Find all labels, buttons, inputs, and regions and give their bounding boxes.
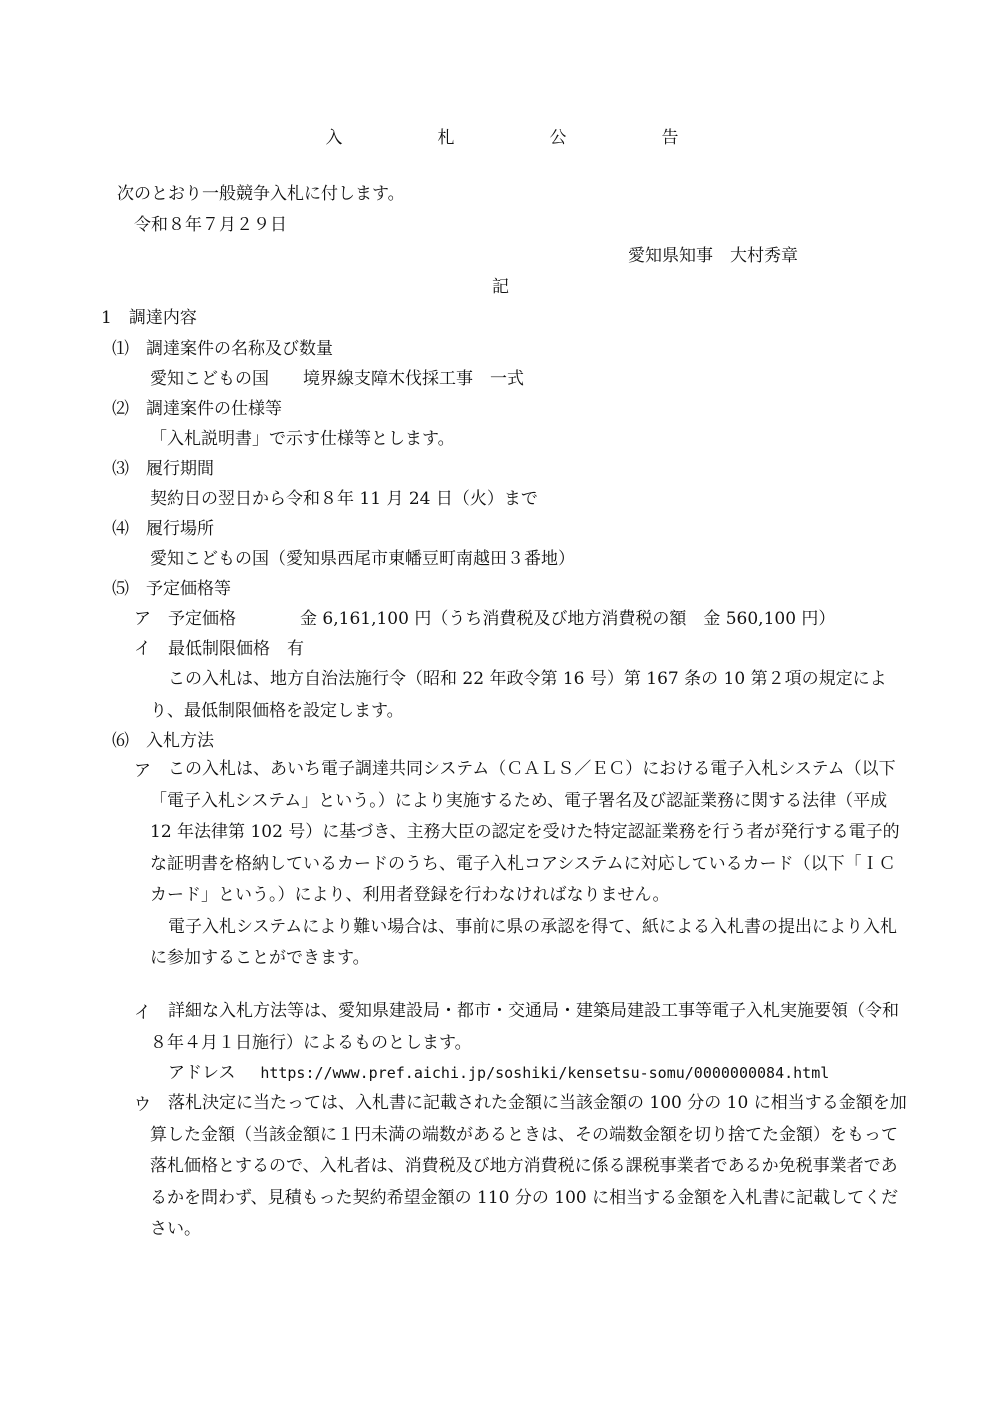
min-price-label: イ 最低制限価格 有	[134, 639, 304, 659]
address-label: アドレス	[168, 1063, 236, 1083]
item-4-body: 愛知こどもの国（愛知県西尾市東幡豆町南越田３番地）	[150, 549, 575, 569]
signer-name: 愛知県知事 大村秀章	[628, 246, 798, 266]
item-3-body: 契約日の翌日から令和８年 11 月 24 日（火）まで	[150, 489, 538, 509]
ki-heading: 記	[492, 277, 509, 297]
item-6-heading: ⑹ 入札方法	[112, 731, 214, 751]
item-2-heading: ⑵ 調達案件の仕様等	[112, 399, 282, 419]
title-char: 札	[437, 128, 455, 148]
method-i-text: 詳細な入札方法等は、愛知県建設局・都市・交通局・建築局建設工事等電子入札実施要領（令和８年４月１日施行）によるものとします。	[150, 1001, 899, 1053]
price-label: ア 予定価格	[134, 609, 236, 629]
notice-date: 令和８年７月２９日	[134, 215, 287, 235]
title-char: 告	[661, 128, 679, 148]
address-url[interactable]: https://www.pref.aichi.jp/soshiki/kensetsu-somu/0000000084.html	[260, 1064, 830, 1082]
price-value: 金 6,161,100 円（うち消費税及び地方消費税の額 金 560,100 円）	[300, 609, 836, 629]
item-5-heading: ⑸ 予定価格等	[112, 579, 231, 599]
method-u-mark: ウ	[134, 1095, 151, 1115]
item-1-heading: ⑴ 調達案件の名称及び数量	[112, 339, 333, 359]
item-3-heading: ⑶ 履行期間	[112, 459, 214, 479]
title-char: 入	[325, 128, 343, 148]
min-price-body: この入札は、地方自治法施行令（昭和 22 年政令第 16 号）第 167 条の 10 第２項の規定により、最低制限価格を設定します。	[150, 669, 887, 721]
item-4-heading: ⑷ 履行場所	[112, 519, 214, 539]
intro-text: 次のとおり一般競争入札に付します。	[117, 184, 405, 204]
method-a-text: この入札は、あいち電子調達共同システム（ＣＡＬＳ／ＥＣ）における電子入札システム（以下「電子入札システム」という。）により実施するため、電子署名及び認証業務に関する法律（平成 12 年法律第 102 号）に基づき、主務大臣の認定を受けた特定認証業務を行う者が発行する電子的な証明書を格納しているカードのうち、電子入札コアシステムに対応しているカード（以下「ＩＣカード」という。）により、利用者登録を行わなければなりません。 電子入札システムにより難い場合は、事前に県の承認を得て、紙による入札書の提出により入札に参加することができます。	[150, 759, 900, 968]
document-title	[0, 123, 1000, 148]
item-1-body: 愛知こどもの国 境界線支障木伐採工事 一式	[150, 369, 524, 389]
method-u-text: 落札決定に当たっては、入札書に記載された金額に当該金額の 100 分の 10 に相当する金額を加算した金額（当該金額に１円未満の端数があるときは、その端数金額を切り捨てた金額）をもって落札価格とするので、入札者は、消費税及び地方消費税に係る課税事業者であるか免税事業者であるかを問わず、見積もった契約希望金額の 110 分の 100 に相当する金額を入札書に記載してください。	[150, 1093, 907, 1239]
address-line	[168, 1062, 829, 1084]
section-1-heading: 1 調達内容	[101, 308, 197, 328]
item-2-body: 「入札説明書」で示す仕様等とします。	[150, 429, 455, 449]
method-i-mark: イ	[134, 1003, 151, 1023]
title-char: 公	[549, 128, 567, 148]
method-a-mark: ア	[134, 761, 151, 781]
